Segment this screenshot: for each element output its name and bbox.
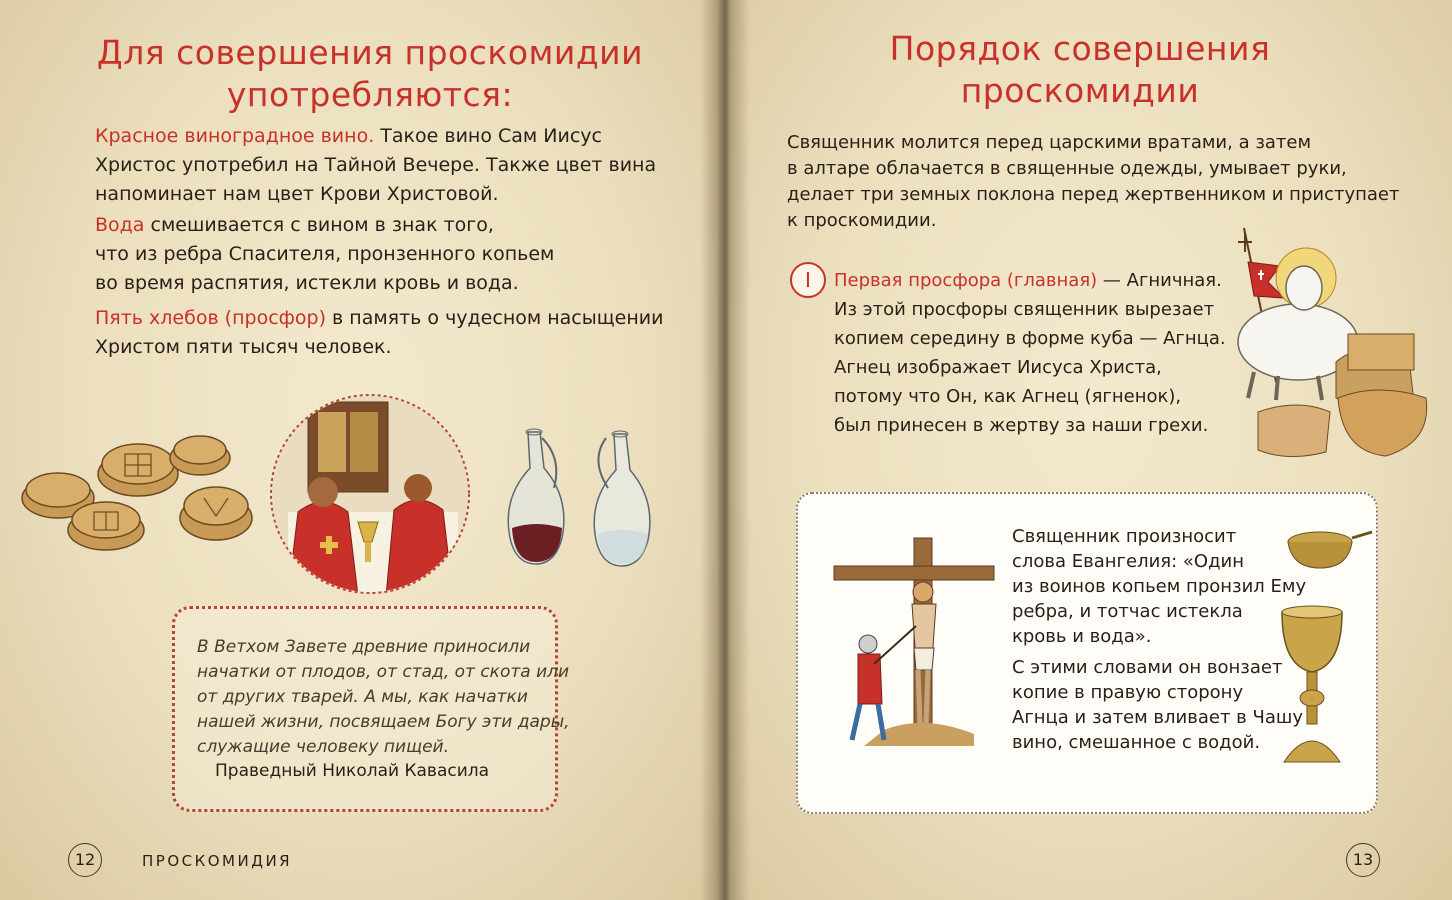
quote-text bbox=[197, 635, 570, 760]
title-line: Для совершения проскомидии bbox=[96, 33, 644, 72]
text: — Агничная. bbox=[1097, 270, 1222, 291]
para-line: Христос употребил на Тайной Вечере. Также цвет вина bbox=[95, 154, 657, 176]
info-text bbox=[1012, 524, 1306, 755]
para-line bbox=[95, 304, 663, 333]
para-line: напоминает нам цвет Крови Христовой. bbox=[95, 183, 499, 205]
title-line: употребляются: bbox=[226, 75, 514, 114]
info-line: из воинов копьем пронзил Ему bbox=[1012, 576, 1307, 597]
step-number-badge: I bbox=[790, 262, 826, 298]
info-box bbox=[796, 492, 1378, 814]
intro-paragraph bbox=[787, 130, 1399, 234]
para-line: потому что Он, как Агнец (ягненок), bbox=[834, 386, 1182, 407]
right-page-title bbox=[790, 28, 1370, 112]
quote-line: В Ветхом Завете древние приносили bbox=[197, 637, 531, 657]
text: Такое вино Сам Иисус bbox=[374, 125, 602, 147]
breads-paragraph bbox=[95, 304, 663, 362]
info-line: Агнца и затем вливает в Чашу bbox=[1012, 707, 1303, 728]
left-page-title bbox=[60, 32, 680, 116]
lamb-banner-illustration bbox=[1218, 222, 1434, 464]
para-line: Из этой просфоры священник вырезает bbox=[834, 299, 1215, 320]
quote-line: от других тварей. А мы, как начатки bbox=[197, 687, 528, 707]
title-line: Порядок совершения bbox=[889, 29, 1271, 68]
quote-line: нашей жизни, посвящаем Богу эти дары, bbox=[197, 712, 570, 732]
para-line: к проскомидии. bbox=[787, 210, 937, 231]
para-line: Христом пяти тысяч человек. bbox=[95, 336, 392, 358]
info-line: слова Евангелия: «Один bbox=[1012, 551, 1244, 572]
wine-lead: Красное виноградное вино. bbox=[95, 125, 375, 147]
water-carafe-illustration bbox=[586, 430, 661, 570]
para-line: копием середину в форме куба — Агнца. bbox=[834, 328, 1226, 349]
title-line: проскомидии bbox=[960, 71, 1200, 110]
chalice-illustration bbox=[1276, 602, 1348, 770]
running-head: ПРОСКОМИДИЯ bbox=[142, 852, 293, 870]
page-number-left: 12 bbox=[68, 843, 102, 877]
para-line: в алтаре облачается в священные одежды, умывает руки, bbox=[787, 158, 1347, 179]
water-paragraph bbox=[95, 211, 554, 298]
prosphora-illustration bbox=[10, 420, 260, 570]
page-number-right: 13 bbox=[1346, 843, 1380, 877]
text: смешивается с вином в знак того, bbox=[144, 214, 494, 236]
step-lead: Первая просфора (главная) bbox=[834, 270, 1098, 291]
para-line bbox=[95, 122, 656, 151]
info-line: ребра, и тотчас истекла bbox=[1012, 601, 1243, 622]
priests-altar-illustration bbox=[268, 392, 472, 596]
para-line: во время распятия, истекли кровь и вода. bbox=[95, 272, 519, 294]
quote-line: служащие человеку пищей. bbox=[197, 737, 449, 757]
crucifixion-illustration bbox=[824, 534, 1004, 750]
quote-line: начатки от плодов, от стад, от скота или bbox=[197, 662, 570, 682]
water-lead: Вода bbox=[95, 214, 145, 236]
info-line: вино, смешанное с водой. bbox=[1012, 732, 1261, 753]
text: в память о чудесном насыщении bbox=[326, 307, 664, 329]
para-line bbox=[834, 266, 1226, 295]
para-line: был принесен в жертву за наши грехи. bbox=[834, 415, 1209, 436]
info-line: кровь и вода». bbox=[1012, 626, 1152, 647]
wine-carafe-illustration bbox=[500, 428, 575, 570]
para-line: что из ребра Спасителя, пронзенного копьем bbox=[95, 243, 555, 265]
para-line: делает три земных поклона перед жертвенником и приступает bbox=[787, 184, 1400, 205]
para-line bbox=[95, 211, 554, 240]
info-line: Священник произносит bbox=[1012, 526, 1237, 547]
quote-author: Праведный Николай Кавасила bbox=[215, 761, 490, 781]
wine-paragraph bbox=[95, 122, 656, 209]
step-paragraph bbox=[834, 266, 1226, 440]
para-line: Священник молится перед царскими вратами, а затем bbox=[787, 132, 1312, 153]
info-line: копие в правую сторону bbox=[1012, 682, 1244, 703]
para-line: Агнец изображает Иисуса Христа, bbox=[834, 357, 1162, 378]
paten-illustration bbox=[1286, 522, 1374, 576]
book-spine bbox=[700, 0, 750, 900]
breads-lead: Пять хлебов (просфор) bbox=[95, 307, 326, 329]
info-line: С этими словами он вонзает bbox=[1012, 657, 1283, 678]
quote-box bbox=[172, 606, 570, 812]
